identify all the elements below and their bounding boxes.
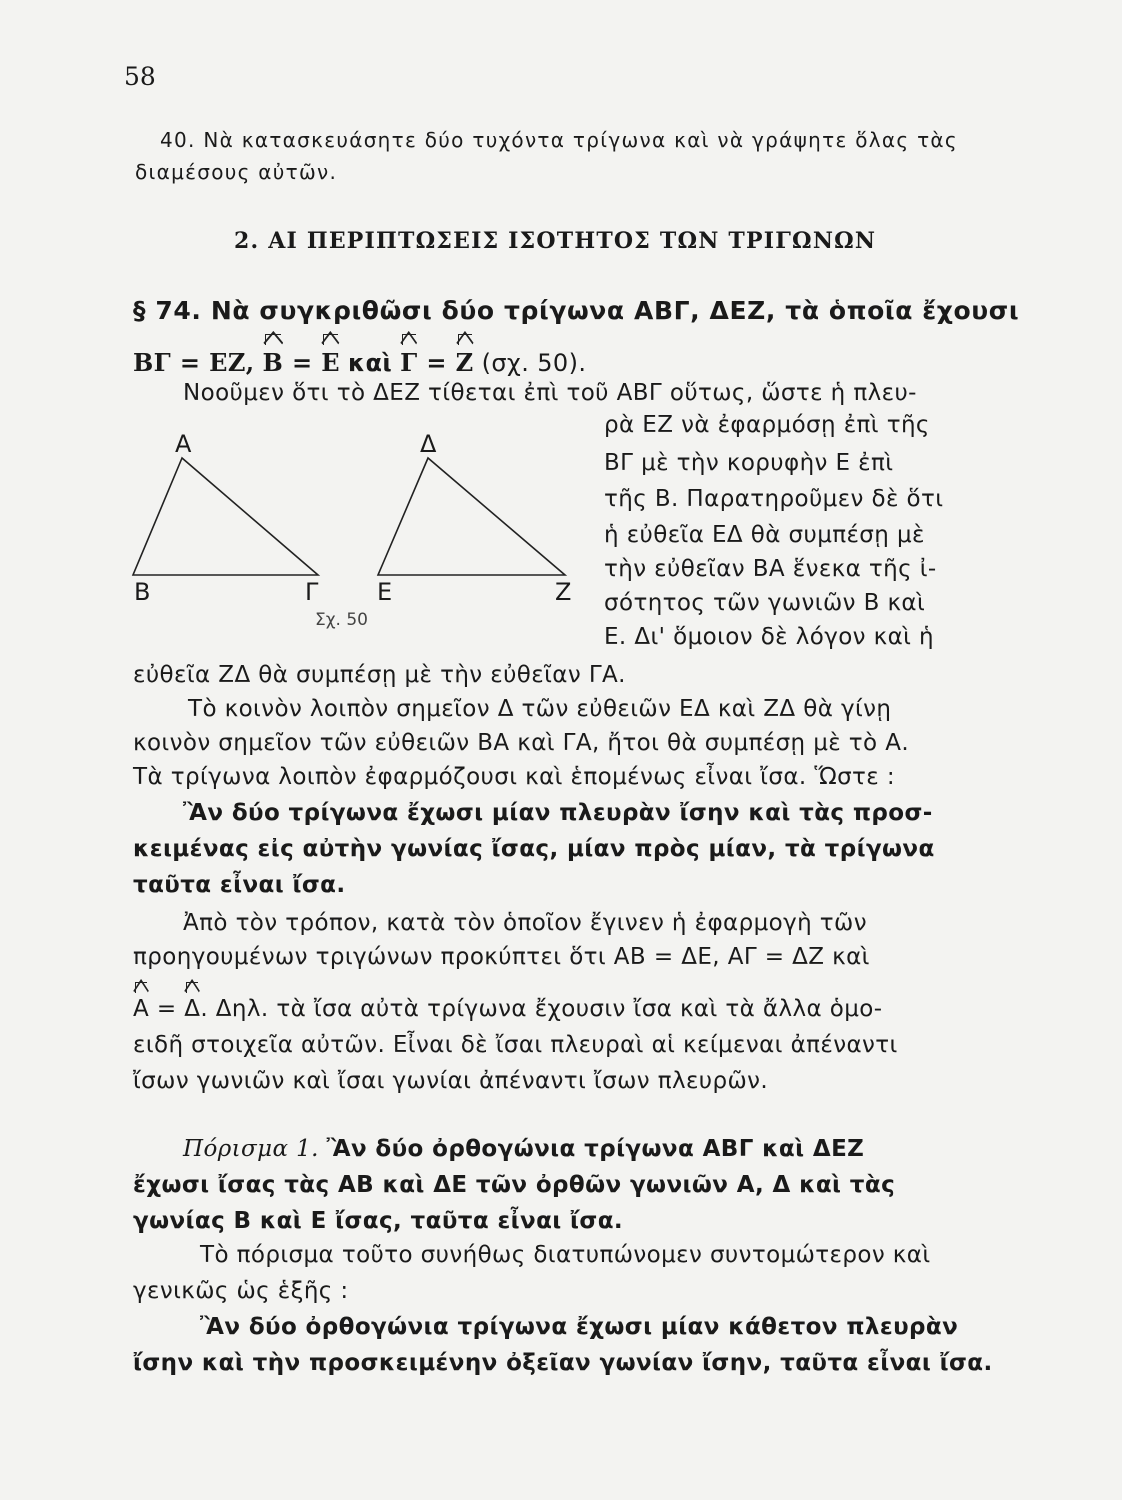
section-title: Νὰ συγκριθῶσι δύο τρίγωνα ΑΒΓ, ΔΕΖ, τὰ ὁποῖα ἔχουσι [210,296,1020,325]
angle-hat-icon [133,979,149,993]
after-line-3-rest: . Δηλ. τὰ ἴσα αὐτὰ τρίγωνα ἔχουσιν ἴσα καὶ τὰ ἄλλα ὁμο- [200,996,883,1022]
angle-d-letter: Δ [184,996,201,1022]
proof-line: Ε. Δι' ὅμοιον δὲ λόγον καὶ ἡ [604,624,935,650]
closing-line-1: Τὸ πόρισμα τοῦτο συνήθως διατυπώνομεν συντομώτερον καὶ [200,1242,931,1268]
proof-line: ρὰ ΕΖ νὰ ἐφαρμόσῃ ἐπὶ τῆς [604,412,930,438]
angle-b [263,348,284,377]
figure-reference: (σχ. 50). [481,349,587,377]
figure-50 [120,430,590,640]
proof-line: ἡ εὐθεῖα ΕΔ θὰ συμπέσῃ μὲ [604,522,925,548]
section-title-line [133,296,1019,325]
equals-sign: = [283,349,322,377]
after-line-1: Ἀπὸ τὸν τρόπον, κατὰ τὸν ὁποῖον ἔγινεν ἡ ἐφαρμογὴ τῶν [183,910,867,936]
angle-e [321,348,340,377]
closing-bold-1: Ἂν δύο ὀρθογώνια τρίγωνα ἔχωσι μίαν κάθετον πλευρὰν [200,1314,959,1340]
triangle-abg [133,458,318,575]
label-d: Δ [420,430,437,458]
exercise-line-2: διαμέσους αὐτῶν. [135,160,338,184]
after-line-4: ειδῆ στοιχεῖα αὐτῶν. Εἶναι δὲ ἴσαι πλευραὶ αἱ κείμεναι ἀπέναντι [133,1032,898,1058]
angle-hat-icon [321,331,340,345]
proof-line: εὐθεῖα ΖΔ θὰ συμπέσῃ μὲ τὴν εὐθεῖαν ΓΑ. [133,662,626,688]
angle-g [400,348,417,377]
corollary-line-1 [183,1136,864,1162]
corollary-line-3: γωνίας Β καὶ Ε ἴσας, ταῦτα εἶναι ἴσα. [133,1208,624,1234]
closing-bold-2: ἴσην καὶ τὴν προσκειμένην ὀξεῖαν γωνίαν ἴσην, ταῦτα εἶναι ἴσα. [133,1350,993,1376]
label-b: Β [134,578,151,606]
theorem-line: Ἂν δύο τρίγωνα ἔχωσι μίαν πλευρὰν ἴσην καὶ τὰς προσ- [183,800,933,826]
proof-line: σότητος τῶν γωνιῶν Β καὶ [604,590,926,616]
proof-line: Τὸ κοινὸν λοιπὸν σημεῖον Δ τῶν εὐθειῶν ΕΔ καὶ ΖΔ θὰ γίνῃ [188,696,892,722]
page-number: 58 [124,62,156,91]
angle-hat-icon [263,331,284,345]
angle-a [133,996,149,1022]
proof-line: ΒΓ μὲ τὴν κορυφὴν Ε ἐπὶ [604,450,894,476]
angle-e-letter: Ε [321,348,340,377]
angle-a-letter: Α [133,996,150,1022]
angle-z [456,348,474,377]
proof-line: τῆς Β. Παρατηροῦμεν δὲ ὅτι [604,486,944,512]
label-a: Α [175,430,192,458]
corollary-label: Πόρισμα 1. [183,1136,319,1162]
after-line-2: προηγουμένων τριγώνων προκύπτει ὅτι ΑΒ = ΔΕ, ΑΓ = ΔΖ καὶ [133,944,870,970]
equals-sign: = [149,996,185,1022]
theorem-line: κειμένας εἰς αὐτὴν γωνίας ἴσας, μίαν πρὸς μίαν, τὰ τρίγωνα [133,836,935,862]
section-number: § 74. [133,296,202,325]
theorem-line: ταῦτα εἶναι ἴσα. [133,872,346,898]
angle-z-letter: Ζ [455,348,474,377]
triangle-dez [378,458,565,575]
figure-caption: Σχ. 50 [315,610,369,630]
proof-line: τὴν εὐθεῖαν ΒΑ ἕνεκα τῆς ἰ- [604,556,937,582]
corollary-text: Ἂν δύο ὀρθογώνια τρίγωνα ΑΒΓ καὶ ΔΕΖ [326,1136,865,1162]
after-line-3 [133,996,882,1022]
proof-line: κοινὸν σημεῖον τῶν εὐθειῶν ΒΑ καὶ ΓΑ, ἤτοι θὰ συμπέσῃ μὲ τὸ Α. [133,730,910,756]
closing-line-2: γενικῶς ὡς ἑξῆς : [133,1278,349,1304]
proof-line: Τὰ τρίγωνα λοιπὸν ἐφαρμόζουσι καὶ ἑπομένως εἶναι ἴσα. Ὥστε : [133,764,895,790]
exercise-line-1: 40. Νὰ κατασκευάσητε δύο τυχόντα τρίγωνα καὶ νὰ γράψητε ὅλας τὰς [160,128,958,152]
proof-line: Νοοῦμεν ὅτι τὸ ΔΕΖ τίθεται ἐπὶ τοῦ ΑΒΓ οὕτως, ὥστε ἡ πλευ- [183,380,917,406]
after-line-5: ἴσων γωνιῶν καὶ ἴσαι γωνίαι ἀπέναντι ἴσων πλευρῶν. [133,1068,769,1094]
angle-hat-icon [400,331,417,345]
equals-sign: = [417,349,456,377]
label-g: Γ [305,578,319,606]
kai-word: καὶ [348,349,393,377]
triangles-diagram [120,430,590,640]
condition-side: ΒΓ = ΕΖ, [133,348,255,377]
angle-d [184,996,200,1022]
angle-b-letter: Β [262,348,284,377]
angle-hat-icon [184,979,200,993]
corollary-line-2: ἔχωσι ἴσας τὰς ΑΒ καὶ ΔΕ τῶν ὀρθῶν γωνιῶν Α, Δ καὶ τὰς [133,1172,896,1198]
label-z: Ζ [555,578,572,606]
section-condition-line [133,348,586,377]
angle-g-letter: Γ [400,348,418,377]
angle-hat-icon [456,331,474,345]
section-heading: 2. ΑΙ ΠΕΡΙΠΤΩΣΕΙΣ ΙΣΟΤΗΤΟΣ ΤΩΝ ΤΡΙΓΩΝΩΝ [234,228,877,254]
label-e: Ε [377,578,393,606]
